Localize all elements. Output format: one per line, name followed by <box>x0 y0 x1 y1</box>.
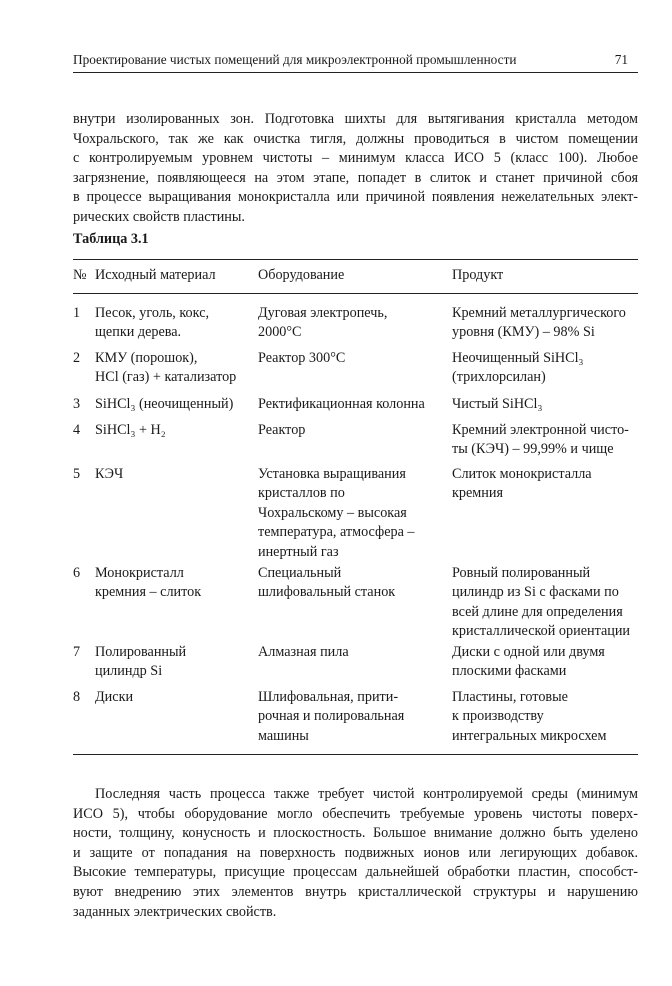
cell-material <box>95 688 133 707</box>
cell-line: к производству <box>452 708 544 725</box>
cell-equipment <box>258 688 404 746</box>
running-head <box>73 52 638 73</box>
cell-line: Монокристалл <box>95 565 184 581</box>
cell-line: кристаллов по <box>258 485 345 502</box>
cell-line: температура, атмосфера – <box>258 524 415 541</box>
cell-line: машины <box>258 727 309 744</box>
cell-line: щепки дерева. <box>95 324 182 341</box>
cell-line: Дуговая электропечь, <box>258 305 388 321</box>
cell-equipment <box>258 643 349 662</box>
cell-line: Песок, уголь, кокс, <box>95 305 210 321</box>
cell-equipment <box>258 421 305 440</box>
cell-product <box>452 395 542 414</box>
cell-line: (трихлорсилан) <box>452 369 546 386</box>
text-line: ности, толщину, конусность и плоскостность. Большое внимание должно быть уделено <box>73 825 638 842</box>
cell-line: HCl (газ) + катализатор <box>95 369 237 386</box>
cell-num: 7 <box>73 644 81 660</box>
cell-num: 1 <box>73 305 81 321</box>
text-line: с контролируемым уровнем чистоты – минимум класса ИСО 5 (класс 100). Любое <box>73 150 638 167</box>
table-bottom-rule <box>73 754 638 755</box>
cell-equipment <box>258 564 395 603</box>
cell-material <box>95 349 236 388</box>
cell-line: цилиндр Si <box>95 663 163 680</box>
text-line: внутри изолированных зон. Подготовка шихты для вытягивания кристалла методом <box>73 111 638 127</box>
cell-line: ты (КЭЧ) – 99,99% и чище <box>452 441 614 458</box>
cell-line: цилиндр из Si с фасками по <box>452 584 619 601</box>
cell-line: уровня (КМУ) – 98% Si <box>452 324 595 341</box>
header-product: Продукт <box>452 267 504 283</box>
text-line: Последняя часть процесса также требует чистой контролируемой среды (минимум <box>95 786 638 802</box>
text-line: рических свойств пластины. <box>73 208 245 225</box>
cell-product <box>452 304 626 343</box>
cell-line: Диски <box>95 689 134 705</box>
cell-line: Ровный полированный <box>452 565 591 581</box>
cell-product <box>452 465 592 504</box>
text-line: Высокие температуры, присущие процессам дальнейшей обработки пластин, способст- <box>73 864 638 881</box>
cell-line: Специальный <box>258 565 342 581</box>
table-header-rule <box>73 293 638 294</box>
cell-material <box>95 564 201 603</box>
cell-equipment <box>258 395 425 414</box>
cell-num: 3 <box>73 396 81 412</box>
text-line: в процессе выращивания монокристалла или причиной появления нежелательных элект- <box>73 189 638 206</box>
cell-line: кремния <box>452 485 503 502</box>
cell-line: КЭЧ <box>95 466 124 482</box>
text-line: Чохральского, так же как очистка тигля, должны проводиться в чистом помещении <box>73 130 638 147</box>
cell-line: SiHCl₃ + H₂ <box>95 422 166 438</box>
cell-line: всей длине для определения <box>452 603 623 620</box>
cell-product <box>452 688 606 746</box>
text-line: и защите от попадания на поверхность подвижных ионов или легирующих добавок. <box>73 844 638 861</box>
cell-line: Кремний металлургического <box>452 305 626 321</box>
cell-line: рочная и полировальная <box>258 708 405 725</box>
cell-line: Реактор 300°C <box>258 350 346 366</box>
running-title: Проектирование чистых помещений для микроэлектронной промышленности <box>73 52 517 67</box>
final-paragraph <box>73 785 638 922</box>
table-caption: Таблица 3.1 <box>73 231 149 247</box>
text-line: заданных электрических свойств. <box>73 903 277 920</box>
cell-line: шлифовальный станок <box>258 584 396 601</box>
cell-line: Алмазная пила <box>258 644 349 660</box>
cell-line: КМУ (порошок), <box>95 350 198 366</box>
cell-line: Чистый SiHCl₃ <box>452 396 543 412</box>
cell-equipment <box>258 465 415 562</box>
cell-line: кристаллической ориентации <box>452 623 631 640</box>
cell-line: Пластины, готовые <box>452 689 568 705</box>
cell-line: Ректификационная колонна <box>258 396 425 412</box>
cell-material <box>95 304 209 343</box>
cell-line: Кремний электронной чисто- <box>452 422 629 438</box>
header-equipment: Оборудование <box>258 267 345 283</box>
cell-line: Шлифовальная, прити- <box>258 689 399 705</box>
text-line: вуют внедрению этих элементов внутрь кристаллической структуры и нарушению <box>73 883 638 900</box>
cell-num: 8 <box>73 689 81 705</box>
cell-line: Полированный <box>95 644 187 660</box>
cell-line: SiHCl₃ (неочищенный) <box>95 396 234 412</box>
cell-equipment <box>258 304 387 343</box>
cell-line: плоскими фасками <box>452 663 567 680</box>
cell-line: Слиток монокристалла <box>452 466 592 482</box>
header-material: Исходный материал <box>95 267 216 283</box>
text-line: загрязнение, появляющееся на этом этапе, попадет в слиток и станет причиной сбоя <box>73 169 638 186</box>
cell-num: 5 <box>73 466 81 482</box>
cell-num: 6 <box>73 565 81 581</box>
cell-line: Неочищенный SiHCl₃ <box>452 350 584 366</box>
cell-product <box>452 643 605 682</box>
header-num: № <box>73 267 87 283</box>
cell-product <box>452 564 630 642</box>
cell-material <box>95 465 123 484</box>
cell-line: интегральных микросхем <box>452 727 607 744</box>
cell-num: 2 <box>73 350 81 366</box>
cell-line: инертный газ <box>258 543 339 560</box>
cell-line: Диски с одной или двумя <box>452 644 605 660</box>
text-line: ИСО 5), чтобы оборудование могло обеспечить требуемые уровень чистоты поверх- <box>73 805 638 822</box>
cell-product <box>452 349 584 388</box>
intro-paragraph <box>73 110 638 228</box>
cell-line: 2000°C <box>258 324 302 341</box>
cell-material <box>95 643 186 682</box>
table-top-rule <box>73 259 638 260</box>
cell-line: кремния – слиток <box>95 584 202 601</box>
page-number: 71 <box>614 52 628 67</box>
cell-equipment <box>258 349 345 368</box>
cell-product <box>452 421 629 460</box>
cell-material <box>95 395 233 414</box>
cell-line: Реактор <box>258 422 306 438</box>
cell-material <box>95 421 166 440</box>
cell-line: Установка выращивания <box>258 466 406 482</box>
cell-num: 4 <box>73 422 81 438</box>
cell-line: Чохральскому – высокая <box>258 504 407 521</box>
